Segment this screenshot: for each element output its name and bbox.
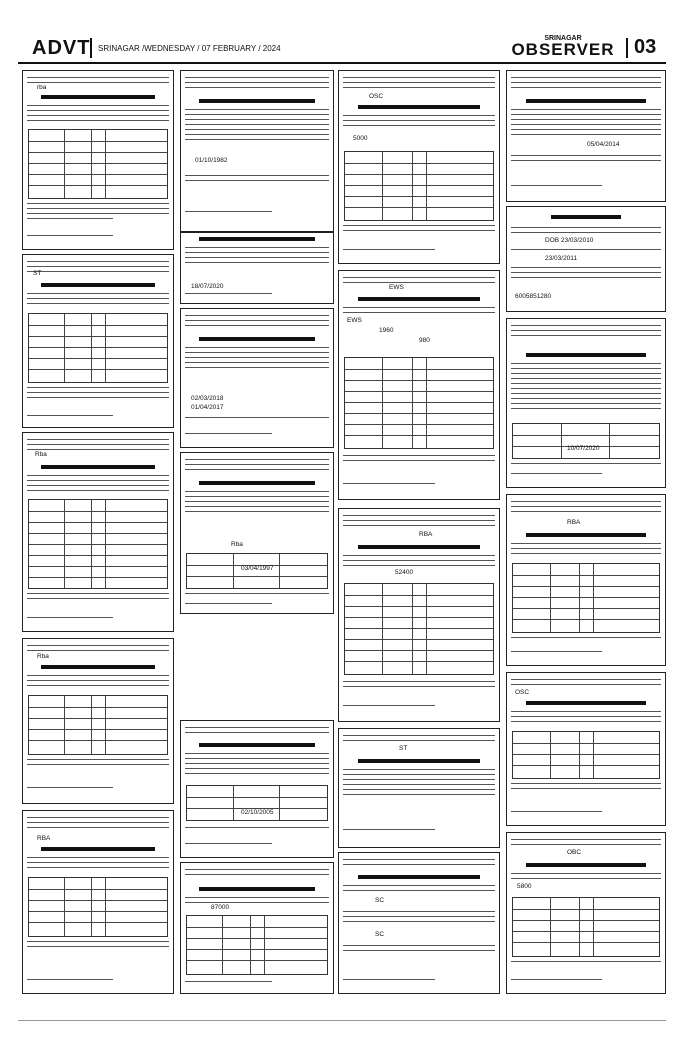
notice-amount: 980 bbox=[419, 337, 430, 344]
notice-amount: 52400 bbox=[395, 569, 414, 576]
classified-notice bbox=[180, 720, 334, 858]
classified-notice bbox=[506, 206, 666, 312]
notice-date: 18/07/2020 bbox=[191, 283, 224, 290]
newspaper-logo bbox=[508, 35, 618, 58]
classified-notice bbox=[22, 432, 174, 632]
classified-notice bbox=[338, 270, 500, 500]
notice-date: 03/04/1997 bbox=[241, 565, 274, 572]
notice-snippet: ST bbox=[399, 745, 408, 752]
notice-snippet: RBA bbox=[37, 835, 51, 842]
notice-date: 05/04/2014 bbox=[587, 141, 620, 148]
separator bbox=[626, 38, 628, 58]
masthead bbox=[18, 32, 666, 64]
classified-notice bbox=[338, 728, 500, 848]
classified-notice bbox=[22, 70, 174, 250]
notice-amount: 87000 bbox=[211, 904, 230, 911]
notice-date: DOB 23/03/2010 bbox=[545, 237, 594, 244]
classified-notice bbox=[180, 308, 334, 448]
classified-notice bbox=[506, 494, 666, 666]
separator bbox=[90, 38, 92, 58]
notice-snippet: EWS bbox=[347, 317, 362, 324]
page-number: 03 bbox=[634, 36, 657, 58]
notice-snippet: Rba bbox=[35, 451, 47, 458]
classified-notice bbox=[180, 862, 334, 994]
notice-snippet: EWS bbox=[389, 284, 404, 291]
classified-notice bbox=[506, 832, 666, 994]
logo-city: SRINAGAR bbox=[544, 35, 582, 42]
notice-snippet: RBA bbox=[567, 519, 581, 526]
logo-name: OBSERVER bbox=[511, 40, 615, 59]
notice-snippet: OSC bbox=[369, 93, 384, 100]
notice-date: 02/03/2018 bbox=[191, 395, 224, 402]
classified-notice bbox=[338, 508, 500, 722]
notice-snippet: OSC bbox=[515, 689, 530, 696]
classified-notice bbox=[180, 70, 334, 232]
notice-snippet: Rba bbox=[231, 541, 243, 548]
notice-date: 01/10/1982 bbox=[195, 157, 228, 164]
dateline: SRINAGAR /WEDNESDAY / 07 FEBRUARY / 2024 bbox=[98, 44, 281, 53]
notice-snippet: RBA bbox=[419, 531, 433, 538]
classified-notice bbox=[22, 810, 174, 994]
classified-notice bbox=[22, 254, 174, 428]
classified-notice bbox=[180, 452, 334, 614]
notice-date: 23/03/2011 bbox=[545, 255, 578, 262]
notice-snippet: SC bbox=[375, 897, 385, 904]
notice-date: 01/04/2017 bbox=[191, 404, 224, 411]
notice-snippet: OBC bbox=[567, 849, 582, 856]
notice-date: 10/07/2020 bbox=[567, 445, 600, 452]
notice-snippet: ST bbox=[33, 270, 42, 277]
section-label: ADVT bbox=[32, 37, 91, 59]
notice-snippet: SC bbox=[375, 931, 385, 938]
footer-rule bbox=[18, 1020, 666, 1021]
notice-phone: 6005851280 bbox=[515, 293, 552, 300]
notice-amount: 5000 bbox=[353, 135, 368, 142]
notice-amount: 5800 bbox=[517, 883, 532, 890]
classified-notice bbox=[506, 318, 666, 488]
classified-notice bbox=[338, 70, 500, 264]
classified-notice bbox=[338, 852, 500, 994]
notice-snippet: Rba bbox=[37, 653, 49, 660]
classified-notice bbox=[180, 232, 334, 304]
notice-snippet: rba bbox=[37, 84, 47, 91]
classified-notice bbox=[506, 70, 666, 202]
classified-notice bbox=[22, 638, 174, 804]
notice-year: 1960 bbox=[379, 327, 394, 334]
notice-date: 02/10/2005 bbox=[241, 809, 274, 816]
classified-notice bbox=[506, 672, 666, 826]
